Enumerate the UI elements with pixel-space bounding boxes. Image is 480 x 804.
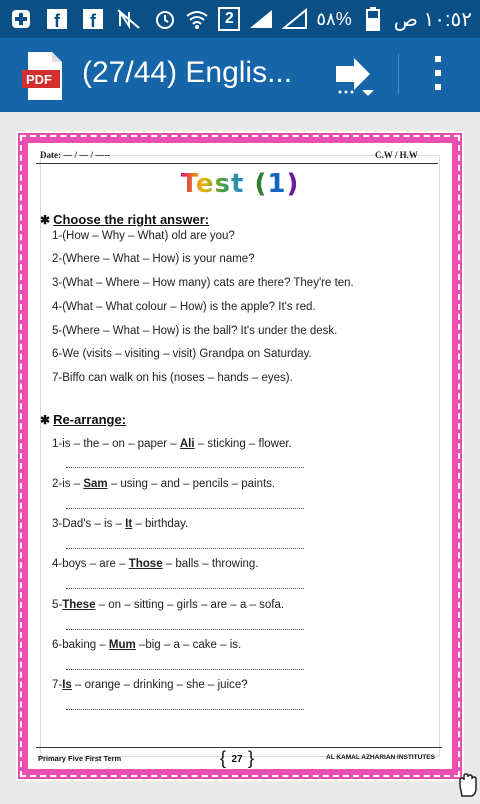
sim-badge: 2	[218, 7, 240, 31]
asterisk-icon: ✱	[40, 213, 51, 227]
footer-institute: AL KAMAL AZHARIAN INSTITUTES	[326, 754, 435, 761]
rearrange-item-1: 1-is – the – on – paper – Ali – sticking – flower.	[52, 438, 292, 450]
footer-term: Primary Five First Term	[38, 754, 122, 763]
test-word: Test	[180, 169, 245, 199]
facebook-icon	[44, 6, 70, 32]
choose-item-1: 1-(How – Why – What) old are you?	[52, 230, 235, 242]
pdf-label: PDF	[26, 72, 52, 87]
facebook-icon-2	[80, 6, 106, 32]
battery-icon	[360, 6, 386, 32]
choose-item-7: 7-Biffo can walk on his (noses – hands – eyes).	[52, 372, 293, 384]
choose-item-6: 6-We (visits – visiting – visit) Grandpa on Saturday.	[52, 348, 312, 360]
choose-item-2: 2-(Where – What – How) is your name?	[52, 253, 255, 265]
asterisk-icon-2: ✱	[40, 413, 51, 427]
test-open-paren: (	[254, 169, 268, 199]
alarm-icon	[152, 6, 178, 32]
section-choose-heading: ✱ Choose the right answer:	[40, 212, 210, 227]
rearrange-item-4: 4-boys – are – Those – balls – throwing.	[52, 558, 259, 570]
footer-rule	[36, 747, 442, 748]
plus-icon	[8, 6, 34, 32]
answer-line-1	[66, 466, 304, 468]
document-title: (27/44) Englis...	[82, 56, 293, 89]
rearrange-item-7: 7-Is – orange – drinking – she – juice?	[52, 679, 248, 691]
appbar-divider	[398, 54, 399, 94]
status-bar-system	[184, 6, 472, 32]
date-field: Date: --- / --- / -----	[40, 150, 111, 160]
test-close-paren: )	[286, 169, 300, 199]
overflow-menu-icon[interactable]	[428, 56, 448, 96]
cw-hw-label: C.W / H.W	[375, 150, 418, 160]
clock: ١٠:٥٢ ص	[393, 8, 472, 31]
signal-icon	[248, 6, 274, 32]
svg-text:f: f	[54, 11, 60, 30]
wifi-icon	[184, 6, 210, 32]
answer-line-2	[66, 507, 304, 509]
answer-line-5	[66, 628, 304, 630]
page-number: { 27 }	[222, 750, 252, 770]
rearrange-item-6: 6-baking – Mum –big – a – cake – is.	[52, 639, 242, 651]
header-rule	[36, 163, 438, 164]
choose-item-5: 5-(Where – What – How) is the ball? It's under the desk.	[52, 325, 338, 337]
pdf-app-icon[interactable]	[22, 50, 66, 102]
mute-icon	[116, 6, 142, 32]
test-title	[0, 169, 480, 199]
rearrange-item-3: 3-Dad's – is – It – birthday.	[52, 518, 189, 530]
answer-line-3	[66, 547, 304, 549]
app-bar	[0, 38, 480, 112]
choose-item-4: 4-(What – What colour – How) is the apple? It's red.	[52, 301, 316, 313]
answer-line-7	[66, 708, 304, 710]
goto-page-button[interactable]	[332, 52, 376, 96]
answer-line-4	[66, 587, 304, 589]
test-number: 1	[267, 169, 287, 199]
status-bar-notifications	[8, 6, 178, 32]
choose-item-3: 3-(What – Where – How many) cats are there? They're ten.	[52, 277, 354, 289]
pan-hand-icon[interactable]	[456, 772, 478, 798]
signal-icon-2	[282, 6, 308, 32]
status-bar	[0, 0, 480, 38]
answer-line-6	[66, 668, 304, 670]
rearrange-item-2: 2-is – Sam – using – and – pencils – paints.	[52, 478, 276, 490]
rearrange-item-5: 5-These – on – sitting – girls – are – a – sofa.	[52, 599, 285, 611]
svg-text:f: f	[90, 11, 96, 30]
section-rearrange-heading: ✱ Re-arrange:	[40, 412, 127, 427]
battery-percent: ٥٨%	[316, 8, 352, 29]
arrow-right-icon	[332, 52, 376, 96]
